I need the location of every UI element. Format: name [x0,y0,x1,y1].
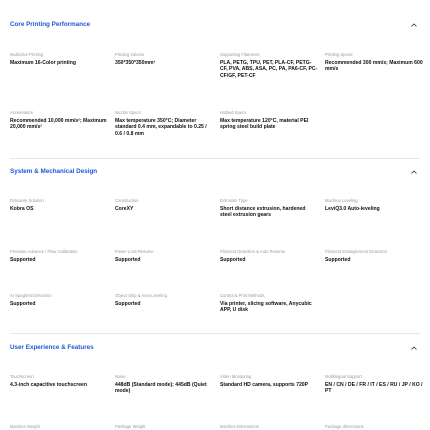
spec-value: Recommended 10,000 mm/s²; Maximum 20,000 mm/s² [10,118,107,131]
spec-value: Supported [10,301,36,307]
spec-label: Machine Weight [10,424,40,429]
spec-label: AI Spaghetti Detection [10,293,52,298]
spec-label: Nozzle Specs [115,110,141,115]
spec-value: Standard HD camera, supports 720P [220,382,309,388]
spec-label: Touchscreen [10,374,34,379]
spec-item [10,198,108,212]
spec-item [220,198,318,219]
spec-item [325,52,423,73]
spec-item [220,374,318,388]
spec-label: Video Monitoring [220,374,252,379]
spec-label: Power Loss Resume [115,249,154,254]
section-header[interactable] [10,165,420,179]
section-system-mechanical-design [10,165,420,179]
spec-value: LeviQ3.0 Auto-leveling [325,206,380,212]
spec-value: Supported [325,257,351,263]
spec-item [10,52,108,66]
spec-value: Supported [115,257,141,263]
spec-item [220,249,318,263]
spec-value: PLA, PETG, TPU, PET, PLA-CF, PETG-CF, PVA, ABS, ASA, PC, PA, PA6-CF, PC-CF/GF, PET-CF [220,60,318,79]
section-title: User Experience & Features [10,344,94,351]
spec-label: Machine Leveling [325,198,358,203]
section-divider [10,333,420,334]
spec-label: Pressure Advance / Flow Calibration [10,249,78,254]
chevron-up-icon[interactable] [410,21,418,29]
section-user-experience-features [10,341,420,355]
spec-item [115,293,213,307]
spec-item [115,374,213,395]
spec-item [10,249,108,263]
spec-value: EN / CN / DE / FR / IT / ES / RU / JP / KO / PT [325,382,423,395]
spec-value: Maximum 16-Color printing [10,60,76,66]
spec-label: Multilingual Support [325,374,362,379]
spec-value: Via printer, slicing software, Anycubic APP, U disk [220,301,312,314]
spec-item [325,249,423,263]
spec-label: Acceleration [10,110,34,115]
spec-value: 4.3-inch capacitive touchscreen [10,382,88,388]
spec-item [10,293,108,307]
spec-label: Firmware Solution [10,198,44,203]
spec-label: Multicolor Printing [10,52,44,57]
section-header[interactable] [10,341,420,355]
spec-label: Supporting Filaments [220,52,260,57]
spec-label: Filament Entanglement Detection [325,249,387,254]
chevron-up-icon[interactable] [410,168,418,176]
spec-item [10,424,108,430]
spec-label: Printing Volume [115,52,145,57]
spec-item [10,374,108,388]
spec-item [115,52,213,66]
spec-value: 350*350*350mm³ [115,60,156,66]
spec-item [220,52,318,79]
spec-label: Object Skip & Area Leveling [115,293,167,298]
spec-item [220,110,318,131]
spec-item [10,110,108,131]
section-title: System & Mechanical Design [10,168,98,175]
spec-value: Supported [10,257,36,263]
spec-value: Short distance extrusion, hardened steel extrusion gears [220,206,306,219]
section-title: Core Printing Performance [10,21,91,28]
spec-label: Package dimensions [325,424,364,429]
spec-value: CoreXY [115,206,134,212]
spec-value: Max temperature 120°C, material PEI spring steel build plate [220,118,309,131]
spec-label: Hotbed Specs [220,110,247,115]
spec-value: 448dB (Standard mode); 445dB (Quiet mode) [115,382,207,395]
spec-label: Filament Detection & Auto Resume [220,249,286,254]
section-divider [10,158,420,159]
spec-item [115,424,213,430]
spec-item [115,110,213,137]
spec-value: Supported [220,257,246,263]
spec-value: Recommended 300 mm/s; Maximum 600 mm/s [325,60,423,73]
spec-item [115,249,213,263]
chevron-up-icon[interactable] [410,344,418,352]
spec-item [220,293,318,314]
spec-label: Package Weight [115,424,146,429]
section-header[interactable] [10,18,420,32]
spec-item [325,198,423,212]
spec-label: Construction [115,198,139,203]
spec-label: Control & Print Methods [220,293,265,298]
spec-value: Max temperature 350°C; Diameter standard 0.4 mm, expandable to 0.25 / 0.6 / 0.8 mm [115,118,207,137]
spec-label: Extrusion Type [220,198,248,203]
spec-value: Kobra OS [10,206,34,212]
spec-item [325,424,423,430]
spec-label: Printing Speed [325,52,353,57]
spec-item [220,424,318,430]
spec-label: Machine Dimensions [220,424,259,429]
spec-item [325,374,423,395]
spec-value: Supported [115,301,141,307]
spec-label: Noise [115,374,126,379]
section-core-printing-performance [10,18,420,32]
spec-item [115,198,213,212]
